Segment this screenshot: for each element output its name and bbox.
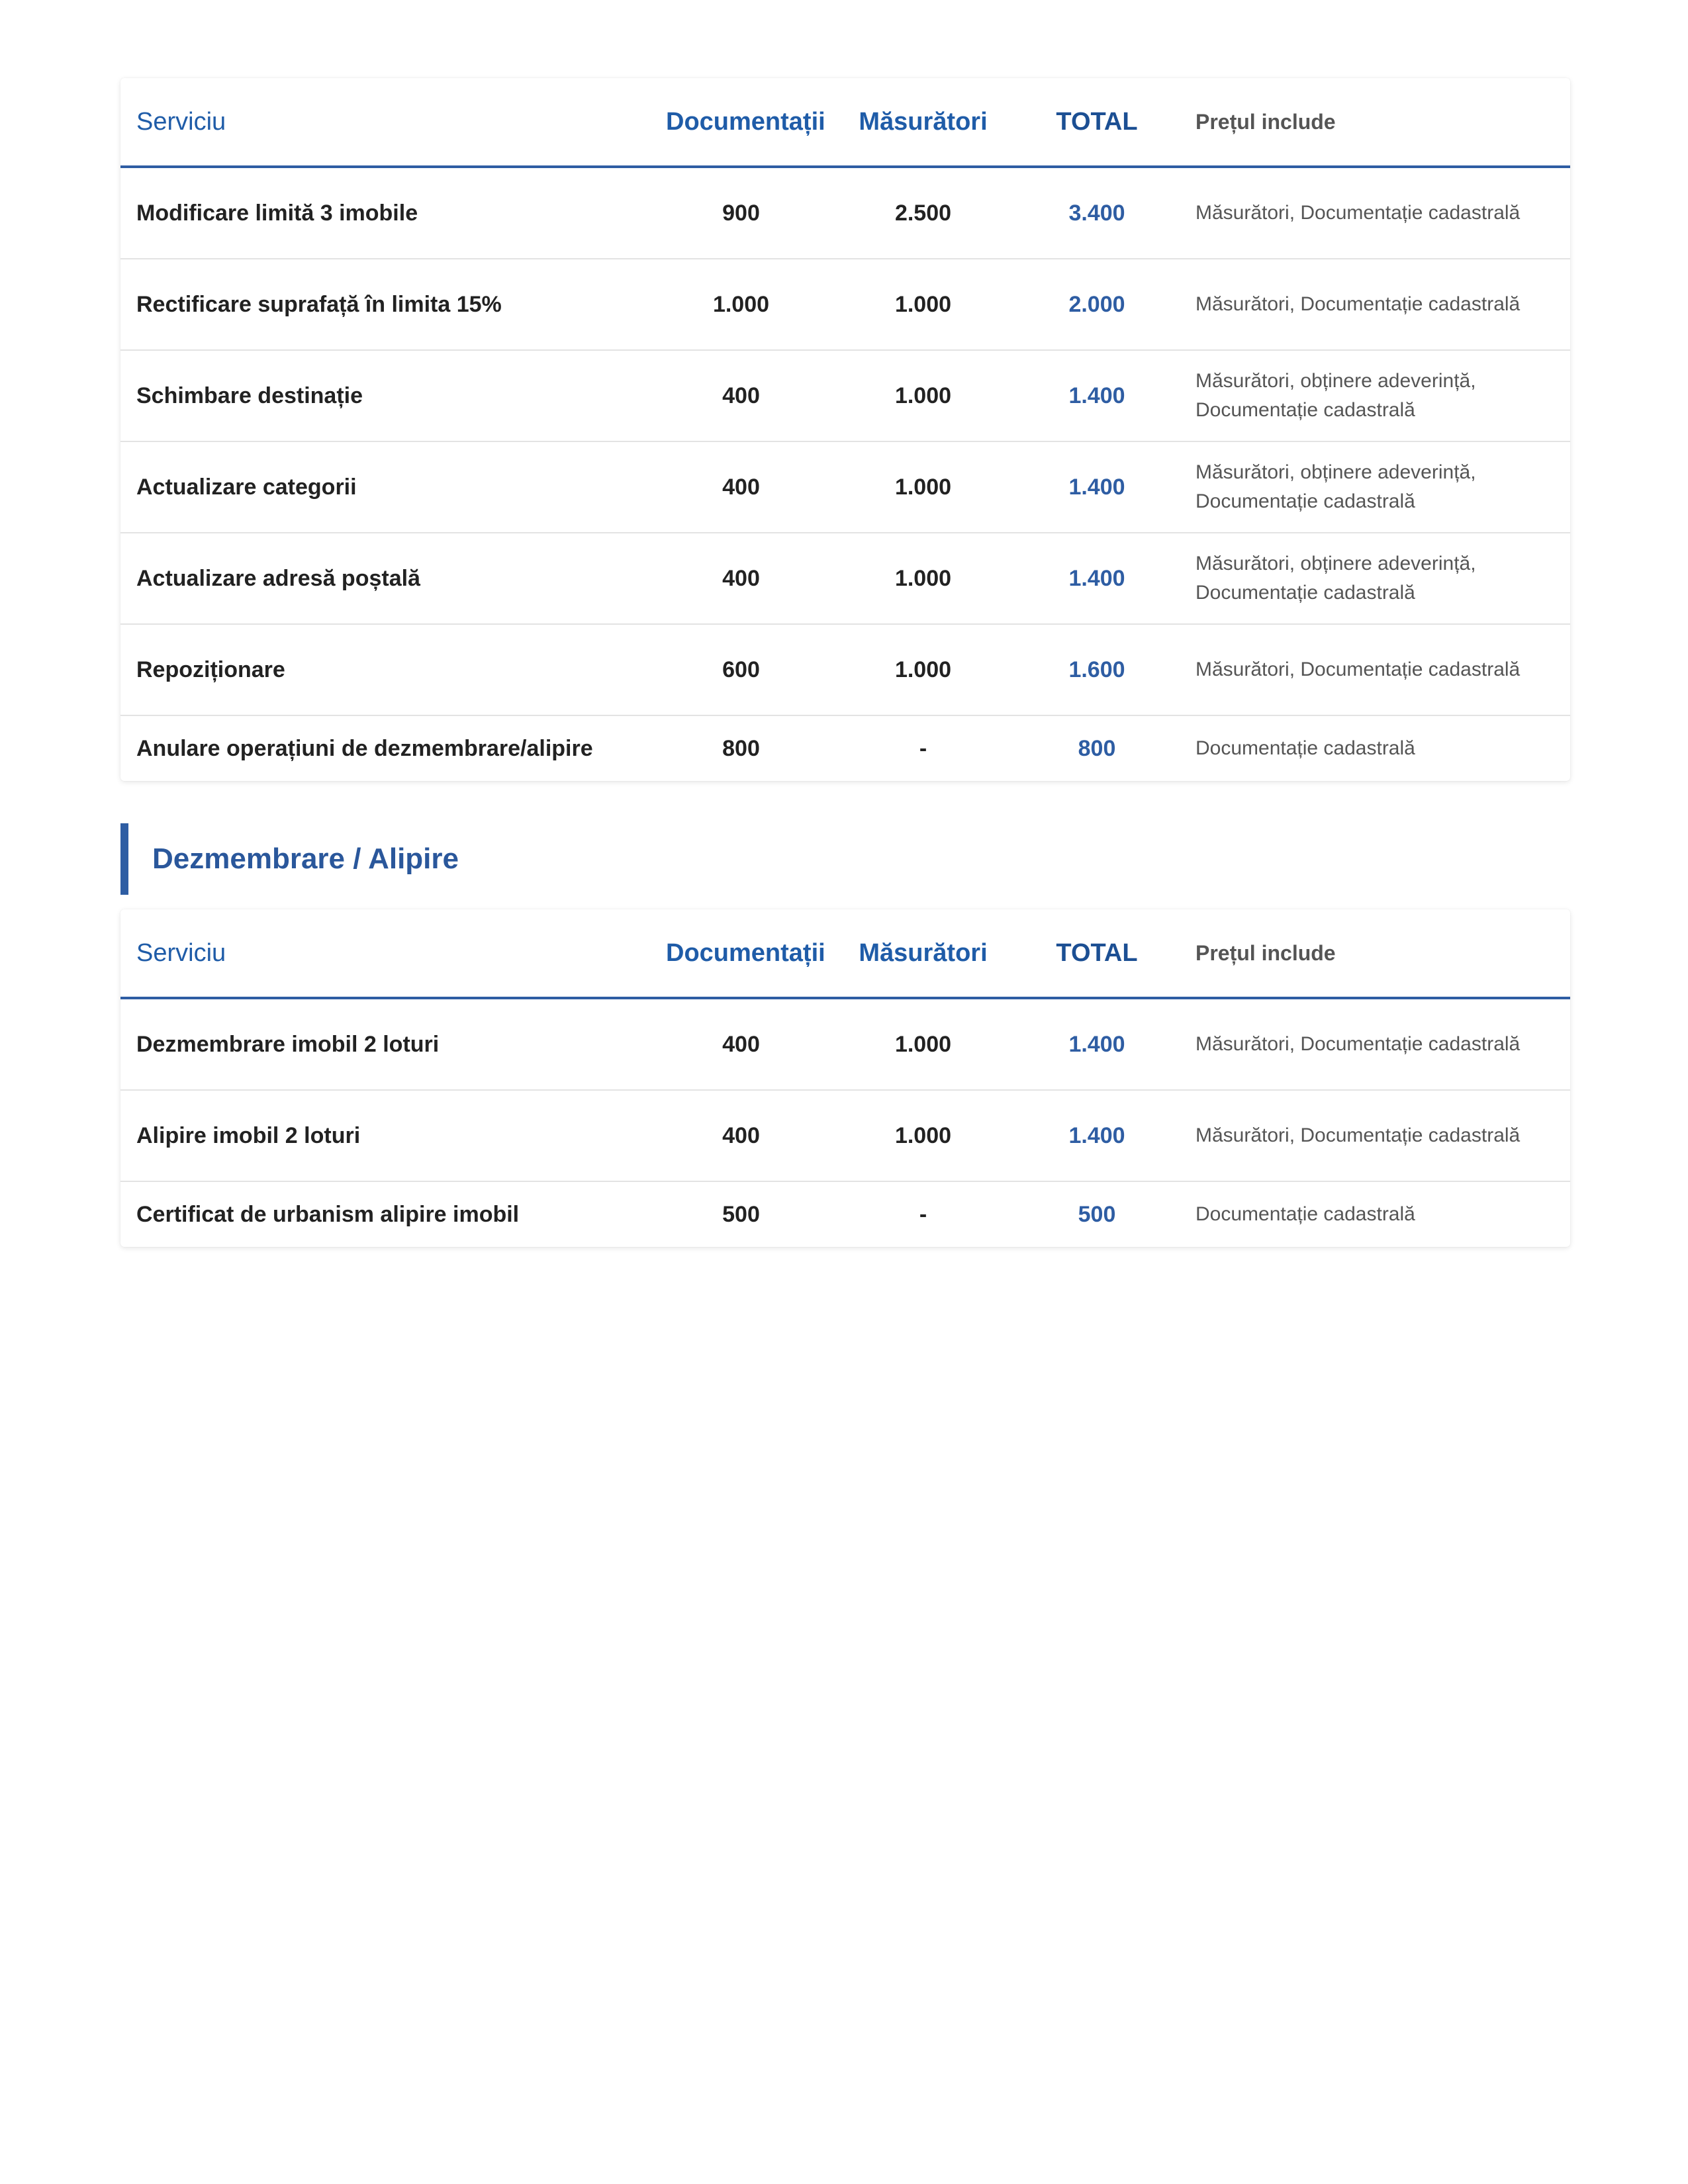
column-header-includes: Prețul include — [1180, 78, 1570, 167]
masuratori-price: 1.000 — [832, 533, 1014, 624]
column-header-total: TOTAL — [1014, 78, 1180, 167]
total-price: 1.400 — [1014, 350, 1180, 441]
service-name: Schimbare destinație — [120, 350, 650, 441]
table-row — [120, 715, 1570, 781]
masuratori-price: 1.000 — [832, 998, 1014, 1090]
column-header-service: Serviciu — [120, 78, 650, 167]
table-row — [120, 533, 1570, 624]
documentatii-price: 400 — [650, 441, 832, 533]
service-name: Certificat de urbanism alipire imobil — [136, 1201, 520, 1227]
column-header-documentatii: Documentații — [650, 78, 832, 167]
masuratori-price: 2.500 — [832, 167, 1014, 259]
masuratori-price: 1.000 — [832, 624, 1014, 715]
total-price: 1.400 — [1014, 998, 1180, 1090]
masuratori-price: 1.000 — [832, 441, 1014, 533]
table-row — [120, 1090, 1570, 1181]
service-name: Rectificare suprafață în limita 15% — [120, 259, 650, 350]
documentatii-price: 400 — [650, 1090, 832, 1181]
table-header-row — [120, 909, 1570, 998]
documentatii-price: 400 — [650, 533, 832, 624]
masuratori-price: - — [919, 1201, 927, 1227]
documentatii-price: 1.000 — [650, 259, 832, 350]
table-row — [120, 259, 1570, 350]
documentatii-price: 900 — [650, 167, 832, 259]
column-header-service: Serviciu — [120, 909, 650, 998]
total-price: 800 — [1078, 735, 1116, 761]
price-table-1 — [120, 78, 1570, 781]
masuratori-price: - — [919, 735, 927, 761]
price-includes: Măsurători, Documentație cadastrală — [1180, 998, 1570, 1090]
documentatii-price: 600 — [650, 624, 832, 715]
documentatii-price: 800 — [722, 735, 760, 761]
masuratori-price: 1.000 — [832, 1090, 1014, 1181]
total-price: 1.400 — [1014, 441, 1180, 533]
column-header-masuratori: Măsurători — [832, 78, 1014, 167]
table-row — [120, 624, 1570, 715]
total-price: 1.400 — [1014, 1090, 1180, 1181]
service-name: Repoziționare — [120, 624, 650, 715]
total-price: 1.400 — [1014, 533, 1180, 624]
price-includes: Măsurători, Documentație cadastrală — [1180, 1090, 1570, 1181]
masuratori-price: 1.000 — [832, 259, 1014, 350]
price-includes: Măsurători, Documentație cadastrală — [1180, 624, 1570, 715]
section-title-dezmembrare-alipire: Dezmembrare / Alipire — [120, 823, 1570, 895]
price-list-page — [120, 78, 1570, 1247]
service-name: Actualizare adresă poștală — [120, 533, 650, 624]
documentatii-price: 400 — [650, 998, 832, 1090]
total-price: 1.600 — [1014, 624, 1180, 715]
table-row — [120, 167, 1570, 259]
total-price: 2.000 — [1014, 259, 1180, 350]
column-header-documentatii: Documentații — [650, 909, 832, 998]
price-includes: Măsurători, Documentație cadastrală — [1180, 259, 1570, 350]
table-row — [120, 998, 1570, 1090]
service-name: Actualizare categorii — [120, 441, 650, 533]
price-includes: Măsurători, obținere adeverință, Documentație cadastrală — [1180, 441, 1570, 533]
documentatii-price: 400 — [650, 350, 832, 441]
service-name: Modificare limită 3 imobile — [120, 167, 650, 259]
service-name: Anulare operațiuni de dezmembrare/alipire — [136, 735, 593, 761]
price-includes: Măsurători, obținere adeverință, Documentație cadastrală — [1180, 350, 1570, 441]
price-includes: Măsurători, obținere adeverință, Documentație cadastrală — [1180, 533, 1570, 624]
service-name: Alipire imobil 2 loturi — [120, 1090, 650, 1181]
column-header-total: TOTAL — [1014, 909, 1180, 998]
price-includes: Documentație cadastrală — [1196, 1203, 1415, 1225]
price-includes: Documentație cadastrală — [1196, 737, 1415, 759]
price-table-2 — [120, 909, 1570, 1247]
price-table-1-grid — [120, 78, 1570, 781]
column-header-includes: Prețul include — [1180, 909, 1570, 998]
table-row — [120, 1181, 1570, 1247]
total-price: 500 — [1078, 1201, 1116, 1227]
documentatii-price: 500 — [722, 1201, 760, 1227]
total-price: 3.400 — [1014, 167, 1180, 259]
service-name: Dezmembrare imobil 2 loturi — [120, 998, 650, 1090]
table-row — [120, 441, 1570, 533]
table-row — [120, 350, 1570, 441]
price-includes: Măsurători, Documentație cadastrală — [1180, 167, 1570, 259]
masuratori-price: 1.000 — [832, 350, 1014, 441]
column-header-masuratori: Măsurători — [832, 909, 1014, 998]
price-table-2-grid — [120, 909, 1570, 1247]
table-header-row — [120, 78, 1570, 167]
